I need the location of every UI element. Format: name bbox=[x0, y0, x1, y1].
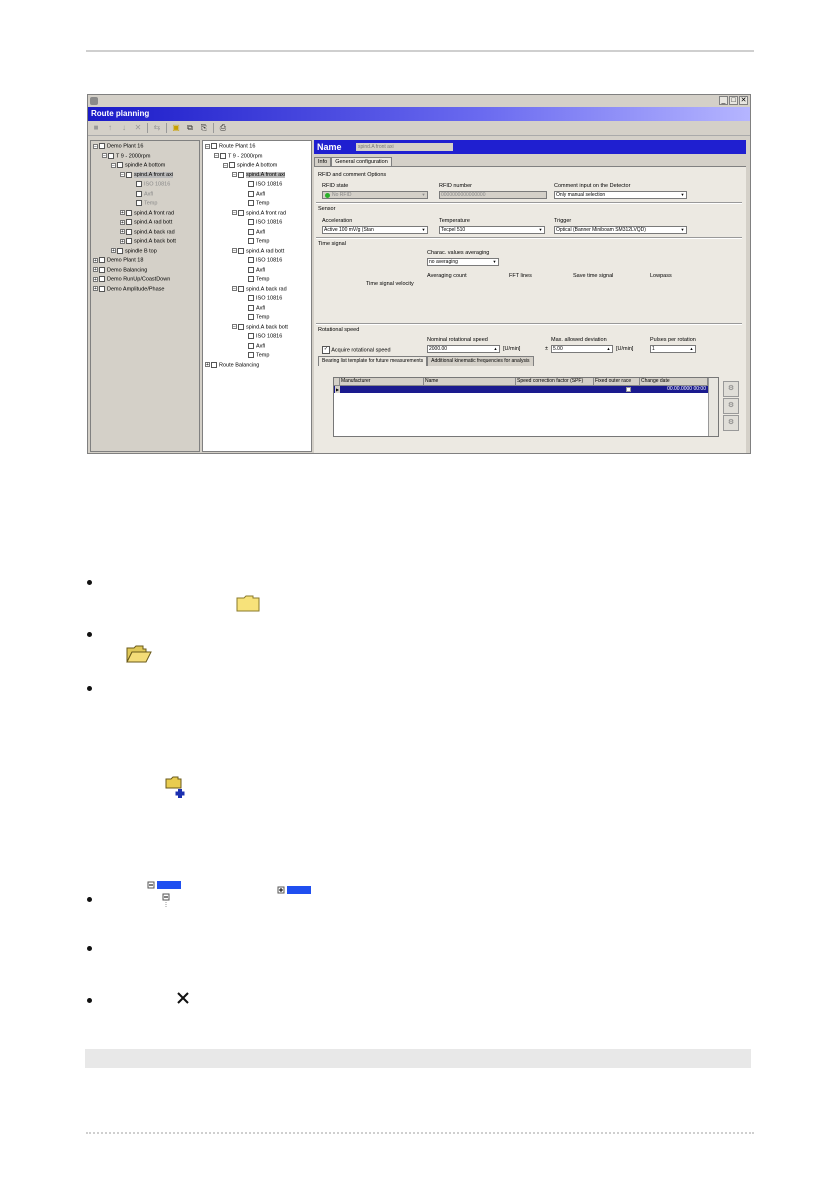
divider bbox=[316, 237, 742, 239]
database-tree[interactable] bbox=[90, 140, 200, 452]
tree-node-label: spindle B top bbox=[125, 247, 157, 254]
change-date-cell: 00.00.0000 00:00 bbox=[667, 386, 706, 392]
tree-node[interactable] bbox=[248, 276, 269, 283]
time-signal-row-label bbox=[366, 281, 414, 287]
charac-averaging-label: Charac. values averaging bbox=[427, 250, 490, 256]
node-checkbox[interactable] bbox=[99, 257, 105, 263]
max-deviation-field[interactable]: 5.00 ▲ bbox=[551, 345, 613, 353]
node-checkbox[interactable] bbox=[248, 314, 254, 320]
collapse-icon[interactable]: − bbox=[94, 143, 97, 150]
window-titlebar bbox=[88, 95, 750, 107]
tree-node[interactable] bbox=[248, 352, 269, 359]
temperature-label: Temperature bbox=[439, 218, 470, 224]
remove-bearing-icon[interactable]: ⚙ bbox=[723, 398, 739, 414]
copy-icon[interactable]: ⧉ bbox=[187, 123, 193, 132]
collapse-icon[interactable]: − bbox=[224, 162, 227, 169]
tree-node-label: spind.A rad bott bbox=[246, 247, 285, 254]
lowpass-header: Lowpass bbox=[650, 273, 672, 279]
collapsed-node-icon bbox=[277, 885, 313, 897]
expand-icon[interactable]: + bbox=[121, 210, 124, 216]
tree-node-label: Axfl bbox=[144, 190, 154, 197]
pulses-label: Pulses per rotation bbox=[650, 337, 696, 343]
tree-node[interactable] bbox=[248, 305, 265, 312]
tree-node[interactable] bbox=[248, 257, 282, 264]
expanded-node-icon bbox=[146, 880, 186, 908]
tree-node[interactable] bbox=[232, 324, 288, 331]
tree-node[interactable] bbox=[102, 153, 150, 160]
trigger-label: Trigger bbox=[554, 218, 572, 224]
pulses-value: 1 bbox=[652, 346, 655, 352]
charac-averaging-select[interactable]: no averaging ▼ bbox=[427, 258, 499, 266]
tree-node-label: Axfl bbox=[256, 266, 266, 273]
tree-node[interactable] bbox=[232, 248, 284, 255]
max-deviation-label: Max. allowed deviation bbox=[551, 337, 607, 343]
collapse-icon[interactable]: − bbox=[103, 153, 106, 159]
minimize-button[interactable]: _ bbox=[719, 96, 728, 105]
rfid-number-label: RFID number bbox=[439, 183, 473, 189]
collapse-icon[interactable]: − bbox=[233, 248, 236, 254]
paste-icon[interactable]: ⎘ bbox=[200, 123, 208, 132]
node-checkbox[interactable] bbox=[248, 238, 254, 244]
tree-node[interactable] bbox=[248, 191, 265, 198]
close-button[interactable]: ✕ bbox=[740, 97, 747, 104]
node-checkbox[interactable] bbox=[136, 181, 142, 187]
tree-node[interactable] bbox=[248, 295, 282, 302]
tree-node[interactable] bbox=[93, 143, 143, 150]
divider bbox=[316, 323, 742, 325]
expand-icon[interactable]: + bbox=[94, 267, 97, 273]
tree-node-label: Route Plant 16 bbox=[219, 143, 256, 150]
node-checkbox[interactable] bbox=[126, 238, 132, 244]
app-icon bbox=[90, 97, 98, 105]
tree-node[interactable] bbox=[232, 172, 285, 179]
tree-node[interactable] bbox=[120, 210, 174, 217]
bullet bbox=[87, 998, 92, 1003]
divider bbox=[316, 202, 742, 204]
row-marker-icon: ▶ bbox=[335, 387, 340, 392]
node-checkbox[interactable] bbox=[126, 229, 132, 235]
tree-node-label: spind.A front rad bbox=[134, 209, 175, 216]
tree-node-label: Axfl bbox=[256, 342, 266, 349]
plus-minus-sign: ± bbox=[545, 346, 549, 352]
tree-node-label: ISO 10816 bbox=[256, 257, 283, 264]
rfid-state-value: No RFID bbox=[332, 192, 352, 198]
node-checkbox[interactable] bbox=[248, 219, 254, 225]
tree-node-label: Demo Amplitude/Phase bbox=[107, 285, 165, 292]
collapse-icon[interactable]: − bbox=[206, 143, 209, 150]
node-checkbox[interactable] bbox=[229, 162, 235, 168]
tree-node[interactable] bbox=[205, 362, 259, 369]
node-checkbox[interactable] bbox=[238, 324, 244, 330]
tree-node-label: spindle A bottom bbox=[125, 162, 166, 169]
tree-node[interactable] bbox=[136, 200, 157, 207]
tree-node[interactable] bbox=[93, 286, 164, 293]
averaging-count-header: Averaging count bbox=[427, 273, 467, 279]
nominal-speed-field[interactable]: 2000.00 ▲ bbox=[427, 345, 500, 353]
col-speed-correction[interactable]: Speed correction factor (SPF) bbox=[516, 378, 594, 385]
node-checkbox[interactable] bbox=[248, 343, 254, 349]
expand-icon[interactable]: + bbox=[121, 229, 124, 235]
delete-x-icon[interactable]: ✕ bbox=[134, 123, 142, 132]
acquire-speed-checkbox[interactable] bbox=[322, 346, 391, 354]
node-checkbox[interactable] bbox=[99, 286, 105, 292]
tree-node-label: T 9 - 2000rpm bbox=[116, 152, 151, 159]
tree-node-label: spind.A back rad bbox=[246, 285, 287, 292]
tree-node[interactable] bbox=[248, 200, 269, 207]
nominal-speed-label: Nominal rotational speed bbox=[427, 337, 488, 343]
detail-panel bbox=[314, 140, 746, 452]
bullet bbox=[87, 897, 92, 902]
bearing-settings-icon[interactable]: ⚙ bbox=[723, 415, 739, 431]
node-checkbox[interactable] bbox=[99, 276, 105, 282]
tree-node[interactable] bbox=[223, 162, 277, 169]
comment-input-value: Only manual selection bbox=[556, 192, 606, 198]
node-checkbox[interactable] bbox=[248, 305, 254, 311]
node-checkbox[interactable] bbox=[248, 276, 254, 282]
pulses-field[interactable]: 1 ▲ bbox=[650, 345, 696, 353]
tree-node-label: Temp bbox=[256, 238, 270, 245]
node-checkbox[interactable] bbox=[248, 181, 254, 187]
tree-node[interactable] bbox=[248, 181, 282, 188]
window-caption: Route planning bbox=[88, 107, 750, 121]
acceleration-label: Acceleration bbox=[322, 218, 353, 224]
name-label: Name bbox=[317, 142, 342, 152]
bullet bbox=[87, 686, 92, 691]
expand-icon[interactable]: + bbox=[121, 219, 124, 226]
delete-x-icon bbox=[176, 991, 190, 1005]
col-change-date[interactable]: Change date bbox=[640, 378, 708, 385]
name-bar bbox=[314, 140, 746, 154]
node-checkbox[interactable] bbox=[248, 295, 254, 301]
node-checkbox[interactable] bbox=[248, 267, 254, 273]
time-signal-row-label-value: Time signal velocity bbox=[366, 281, 414, 287]
tree-node-label: Temp bbox=[256, 200, 270, 207]
bullet bbox=[87, 580, 92, 585]
node-checkbox[interactable] bbox=[248, 352, 254, 358]
node-checkbox[interactable] bbox=[238, 210, 244, 216]
node-checkbox[interactable] bbox=[248, 200, 254, 206]
node-checkbox[interactable] bbox=[126, 172, 132, 178]
tree-node[interactable] bbox=[136, 181, 170, 188]
comment-input-select[interactable]: Only manual selection ▼ bbox=[554, 191, 687, 199]
expand-icon[interactable]: + bbox=[112, 248, 115, 254]
add-folder-icon bbox=[165, 776, 191, 798]
acceleration-select[interactable]: Active 100 mV/g (Stan ▼ bbox=[322, 226, 428, 234]
node-checkbox[interactable] bbox=[99, 267, 105, 273]
toolbar-separator bbox=[166, 123, 167, 133]
tree-node[interactable] bbox=[248, 238, 269, 245]
node-checkbox[interactable] bbox=[248, 333, 254, 339]
tree-node-label: spind.A front axi bbox=[246, 171, 286, 178]
tab-info[interactable]: Info bbox=[314, 157, 331, 167]
footer-rule bbox=[86, 1132, 754, 1134]
bullet bbox=[87, 632, 92, 637]
maximize-button[interactable]: □ bbox=[729, 96, 738, 105]
expand-icon[interactable]: + bbox=[121, 238, 124, 245]
tree-node[interactable] bbox=[93, 276, 170, 283]
collapse-icon[interactable]: − bbox=[112, 162, 115, 169]
bearing-grid[interactable] bbox=[333, 377, 719, 437]
node-checkbox[interactable] bbox=[248, 191, 254, 197]
node-checkbox[interactable] bbox=[211, 362, 217, 368]
tree-node-label: spind.A back bott bbox=[134, 238, 176, 245]
tree-node-label: Route Balancing bbox=[219, 361, 260, 368]
route-planning-window bbox=[87, 94, 751, 454]
tree-node-label: Temp bbox=[256, 352, 270, 359]
up-arrow-icon[interactable]: ↑ bbox=[108, 123, 112, 132]
rfid-state-select[interactable]: No RFID ▼ bbox=[322, 191, 428, 199]
tree-node-label: Demo Plant 18 bbox=[107, 257, 144, 264]
collapse-icon[interactable]: − bbox=[233, 324, 236, 330]
toolbar-separator bbox=[213, 123, 214, 133]
table-row[interactable] bbox=[334, 386, 708, 393]
name-field[interactable]: spind.A front axi bbox=[356, 143, 453, 151]
tree-node[interactable] bbox=[120, 238, 176, 245]
tree-node-label: Temp bbox=[144, 200, 158, 207]
time-signal-group-label: Time signal bbox=[318, 241, 346, 247]
tree-node-label: Temp bbox=[256, 276, 270, 283]
expand-icon[interactable]: + bbox=[94, 257, 97, 264]
tree-node[interactable] bbox=[93, 267, 147, 274]
node-checkbox[interactable] bbox=[126, 219, 132, 225]
expand-icon[interactable]: + bbox=[94, 286, 97, 292]
add-bearing-icon[interactable]: ⚙ bbox=[723, 381, 739, 397]
tree-node[interactable] bbox=[136, 191, 153, 198]
node-checkbox[interactable] bbox=[248, 229, 254, 235]
rfid-number-field[interactable]: 0000000000000000 bbox=[439, 191, 547, 199]
tree-node-label: spind.A rad bott bbox=[134, 219, 173, 226]
header-rule bbox=[86, 50, 754, 52]
folder-icon bbox=[236, 594, 260, 612]
col-name[interactable]: Name bbox=[424, 378, 516, 385]
print-icon[interactable]: ⎙ bbox=[219, 123, 227, 132]
tree-node[interactable] bbox=[205, 143, 255, 150]
collapse-icon[interactable]: − bbox=[121, 172, 124, 178]
tab-general-configuration[interactable]: General configuration bbox=[331, 157, 392, 167]
folder-icon[interactable]: ■ bbox=[93, 123, 99, 132]
node-checkbox[interactable] bbox=[126, 210, 132, 216]
tree-node-label: spind.A front axi bbox=[134, 171, 174, 178]
fft-lines-header: FFT lines bbox=[509, 273, 532, 279]
tree-node-label: T 9 - 2000rpm bbox=[228, 152, 263, 159]
add-node-icon[interactable]: ▣ bbox=[172, 123, 180, 132]
acquire-speed-label: Acquire rotational speed bbox=[331, 347, 391, 354]
node-checkbox[interactable] bbox=[117, 162, 123, 168]
comment-input-label: Comment input on the Detector bbox=[554, 183, 631, 189]
checkbox-check-icon: ✓ bbox=[323, 346, 329, 352]
sensor-group-label: Sensor bbox=[318, 206, 336, 212]
tree-node-label: Axfl bbox=[256, 228, 266, 235]
open-folder-icon bbox=[126, 644, 152, 664]
collapse-icon[interactable]: − bbox=[215, 153, 218, 159]
tree-node-label: spind.A back bott bbox=[246, 323, 288, 330]
col-fixed-outer-race[interactable]: Fixed outer race bbox=[594, 378, 640, 385]
toolbar bbox=[88, 121, 750, 136]
temperature-select[interactable]: Tecpel 510 ▼ bbox=[439, 226, 545, 234]
node-checkbox[interactable] bbox=[248, 257, 254, 263]
charac-averaging-value: no averaging bbox=[429, 259, 458, 265]
nominal-speed-unit: [U/min] bbox=[503, 346, 521, 352]
node-checkbox[interactable] bbox=[99, 143, 105, 149]
rotational-group-label: Rotational speed bbox=[318, 327, 360, 333]
tree-node[interactable] bbox=[120, 219, 172, 226]
node-checkbox[interactable] bbox=[220, 153, 226, 159]
node-checkbox[interactable] bbox=[108, 153, 114, 159]
status-dot-icon bbox=[325, 193, 330, 198]
expand-icon[interactable]: + bbox=[94, 276, 97, 283]
tree-node[interactable] bbox=[248, 219, 282, 226]
down-arrow-icon[interactable]: ↓ bbox=[122, 123, 126, 132]
tree-node-label: ISO 10816 bbox=[144, 181, 171, 188]
node-checkbox[interactable] bbox=[136, 191, 142, 197]
tree-node[interactable] bbox=[248, 343, 265, 350]
node-checkbox[interactable] bbox=[211, 143, 217, 149]
tree-node-label: Demo Plant 16 bbox=[107, 143, 144, 150]
nominal-speed-value: 2000.00 bbox=[429, 346, 448, 352]
fixed-outer-race-checkbox[interactable] bbox=[626, 387, 631, 392]
tree-node-label: Axfl bbox=[256, 304, 266, 311]
tree-node-label: Demo Balancing bbox=[107, 266, 148, 273]
collapse-icon[interactable]: − bbox=[233, 172, 236, 178]
tree-node[interactable] bbox=[248, 229, 265, 236]
tree-node[interactable] bbox=[248, 314, 269, 321]
note-strip bbox=[85, 1049, 751, 1068]
rfid-state-label: RFID state bbox=[322, 183, 349, 189]
tree-node-label: Axfl bbox=[256, 190, 266, 197]
node-checkbox[interactable] bbox=[238, 172, 244, 178]
grid-scrollbar[interactable] bbox=[708, 378, 718, 436]
collapse-icon[interactable]: − bbox=[233, 210, 236, 216]
move-icon[interactable]: ⇆ bbox=[153, 123, 161, 132]
bullet bbox=[87, 946, 92, 951]
tree-node[interactable] bbox=[248, 267, 265, 274]
col-manufacturer[interactable]: Manufacturer bbox=[340, 378, 424, 385]
tab-kinematic-frequencies[interactable]: Additional kinematic frequencies for analysis bbox=[427, 356, 533, 366]
tree-node[interactable] bbox=[214, 153, 262, 160]
node-checkbox[interactable] bbox=[136, 200, 142, 206]
trigger-value: Optical (Banner Miniboam SM312LVQD) bbox=[556, 227, 646, 233]
expand-icon[interactable]: + bbox=[206, 362, 209, 368]
route-tree[interactable] bbox=[202, 140, 312, 452]
tree-node[interactable] bbox=[232, 286, 287, 293]
max-deviation-unit: [U/min] bbox=[616, 346, 634, 352]
tree-node[interactable] bbox=[248, 333, 282, 340]
collapse-icon[interactable]: − bbox=[233, 286, 236, 292]
node-checkbox[interactable] bbox=[238, 248, 244, 254]
grid-header bbox=[334, 378, 718, 386]
tree-node-label: ISO 10816 bbox=[256, 295, 283, 302]
tree-node-label: spind.A front rad bbox=[246, 209, 287, 216]
tree-node[interactable] bbox=[111, 162, 165, 169]
tree-node[interactable] bbox=[232, 210, 286, 217]
tree-node[interactable] bbox=[120, 229, 175, 236]
rfid-group-label: RFID and comment Options bbox=[318, 172, 387, 178]
node-checkbox[interactable] bbox=[238, 286, 244, 292]
temperature-value: Tecpel 510 bbox=[441, 227, 466, 233]
tab-bearing-list[interactable]: Bearing list template for future measurements bbox=[318, 356, 427, 366]
tree-node-label: Demo RunUp/CoastDown bbox=[107, 276, 171, 283]
tree-node-label: spind.A back rad bbox=[134, 228, 175, 235]
max-deviation-value: 5.00 bbox=[553, 346, 563, 352]
tree-node[interactable] bbox=[111, 248, 157, 255]
tree-node-label: ISO 10816 bbox=[256, 181, 283, 188]
tree-node[interactable] bbox=[93, 257, 143, 264]
save-time-signal-header: Save time signal bbox=[573, 273, 614, 279]
acceleration-value: Active 100 mV/g (Stan bbox=[324, 227, 374, 233]
tree-node[interactable] bbox=[120, 172, 173, 179]
toolbar-separator bbox=[147, 123, 148, 133]
tree-node-label: ISO 10816 bbox=[256, 219, 283, 226]
tree-node-label: ISO 10816 bbox=[256, 333, 283, 340]
node-checkbox[interactable] bbox=[117, 248, 123, 254]
tree-node-label: Temp bbox=[256, 314, 270, 321]
tree-node-label: spindle A bottom bbox=[237, 162, 278, 169]
trigger-select[interactable]: Optical (Banner Miniboam SM312LVQD) ▼ bbox=[554, 226, 687, 234]
